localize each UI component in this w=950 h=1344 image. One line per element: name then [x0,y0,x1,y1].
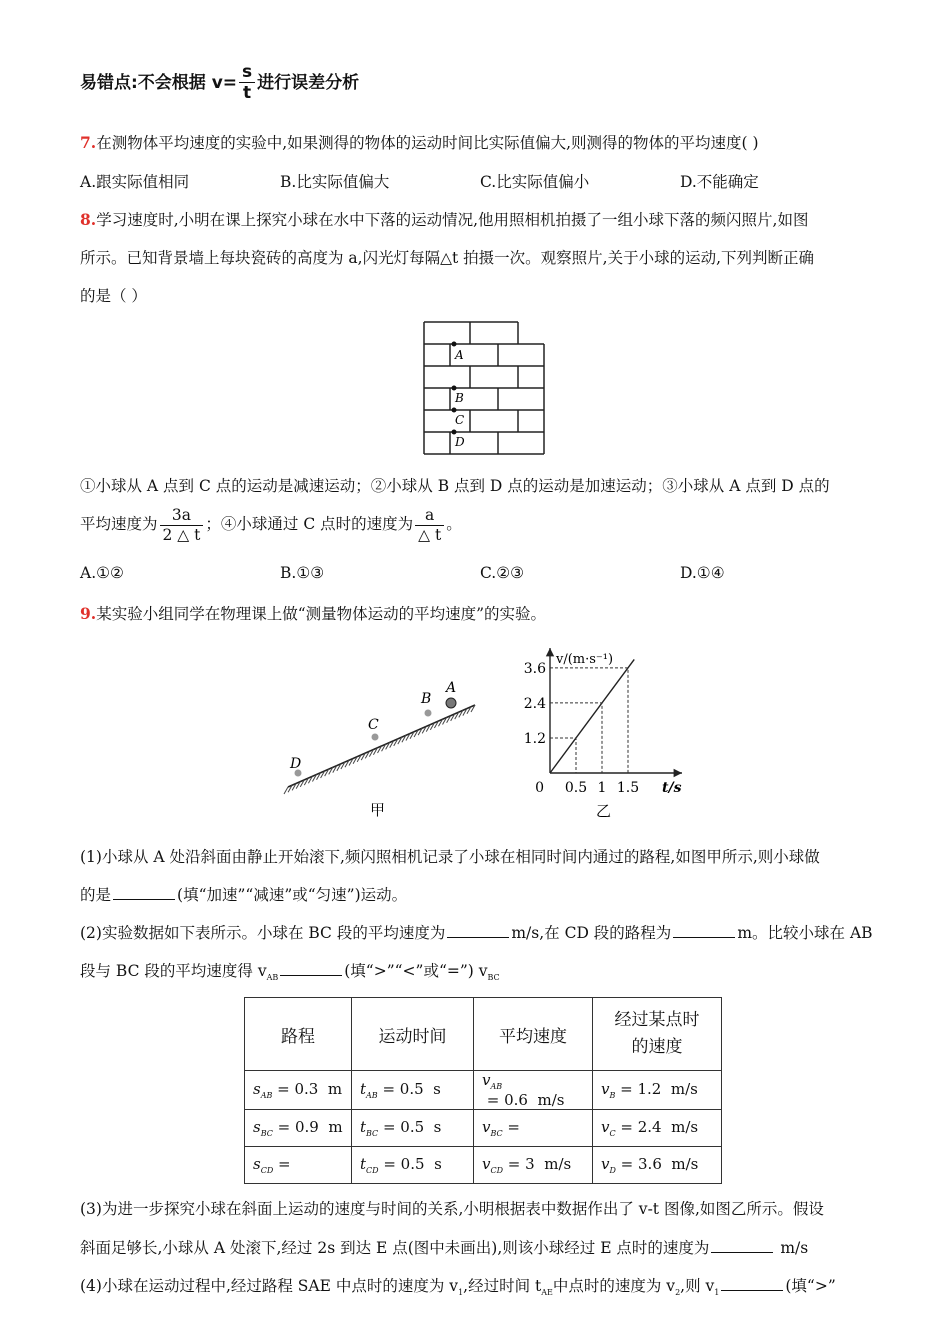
part4-text: (填“>” [785,1277,836,1295]
cell-subscript: AB [260,1091,273,1100]
ball-a [446,698,456,708]
table-row [245,1071,722,1110]
x-axis-label: t/s [662,780,682,796]
header-line: 的速度 [631,1037,683,1057]
table-cell [245,1147,352,1184]
vt-chart [510,640,690,825]
label-d: D [455,435,465,449]
cell-symbol: v [482,1118,491,1136]
cell-subscript: B [609,1091,616,1100]
part2-text: m/s,在 CD 段的路程为 [511,924,672,942]
cell-symbol: t [360,1155,367,1173]
x-tick-label: 1 [597,780,607,796]
series-line [550,659,634,773]
part2-line1 [80,921,873,943]
part4-line1 [80,1274,836,1297]
cell-value: = 0.5 s [378,1155,442,1173]
part2-line2 [80,959,500,982]
statement-text: ；④小球通过 C 点时的速度为 [205,515,414,534]
cell-value: = 0.9 m [272,1118,343,1136]
table-cell [352,1071,474,1110]
y-axis-label: v/(m·s⁻¹) [556,652,614,667]
part3-text: m/s [775,1239,809,1257]
figure-caption: 乙 [596,802,612,820]
cell-subscript: D [609,1166,616,1175]
statement-text: 平均速度为 [80,515,158,534]
table-cell [474,1071,593,1110]
cell-subscript: BC [490,1129,503,1138]
table-cell [474,1147,593,1184]
part1-text: 的是 [80,886,112,904]
part4-text: 中点时的速度为 v [552,1277,676,1295]
label-b: B [455,391,464,405]
question-number: 9. [80,604,97,623]
section-heading [80,62,359,104]
cell-symbol: v [482,1071,491,1089]
fraction-3a-2dt [160,506,204,544]
option-d[interactable]: D.不能确定 [680,173,759,191]
table-header [593,998,722,1071]
part4-text: ,则 v [680,1277,715,1295]
cell-symbol: v [601,1118,610,1136]
part2-text: (填“>”“<”或“=”) v [344,962,488,980]
ball-c [452,408,457,413]
question-text: 学习速度时,小明在课上探究小球在水中下落的运动情况,他用照相机拍摄了一组小球下落的频闪照片,如图 [96,211,809,229]
y-tick-label: 1.2 [523,730,546,747]
subscript: 2 [675,1288,681,1298]
question-text: 某实验小组同学在物理课上做“测量物体运动的平均速度”的实验。 [96,605,547,623]
table-header-row [245,998,722,1071]
fraction-denominator: t [239,82,255,103]
cell-value: = [273,1155,291,1173]
table-cell [593,1071,722,1110]
y-tick-label: 3.6 [523,660,546,677]
fraction-denominator: 2 △ t [160,525,204,545]
cell-value: = 3 m/s [503,1155,572,1173]
fraction-numerator: 3a [171,506,191,524]
option-c[interactable]: C.比实际值偏小 [480,173,590,191]
answer-blank[interactable] [447,937,509,938]
table-header: 路程 [245,998,352,1071]
table-row [245,1110,722,1147]
option-a[interactable]: A.跟实际值相同 [80,173,190,191]
subscript: 1 [714,1288,720,1298]
cell-value: = 0.6 m/s [482,1091,565,1109]
option-a[interactable]: A.①② [80,564,124,582]
option-b[interactable]: B.①③ [280,564,325,582]
part3-line1: (3)为进一步探究小球在斜面上运动的速度与时间的关系,小明根据表中数据作出了 v-t 图像,如图乙所示。假设 [80,1200,824,1218]
hatch-mark [284,787,288,794]
part4-text: (4)小球在运动过程中,经过路程 SAE 中点时的速度为 v [80,1277,459,1295]
table-cell [245,1110,352,1147]
fraction-a-dt [415,506,444,544]
table-row [245,1147,722,1184]
cell-value: = 0.5 s [378,1118,442,1136]
ball-b [425,710,432,717]
fraction-numerator: a [425,506,435,524]
cell-value: = 0.5 s [377,1080,441,1098]
cell-subscript: AB [490,1082,503,1091]
fraction-denominator: △ t [415,525,444,545]
subscript: BC [487,973,500,983]
subscript: AE [541,1288,553,1298]
question-7 [80,131,759,153]
answer-blank[interactable] [673,937,735,938]
cell-value: = [502,1118,520,1136]
table-header: 平均速度 [474,998,593,1071]
part2-text: 段与 BC 段的平均速度得 v [80,962,267,980]
fraction-numerator: s [242,62,253,82]
label-c: C [368,717,379,733]
cell-value: = 2.4 m/s [615,1118,699,1136]
cell-symbol: s [253,1155,261,1173]
figure-caption: 甲 [370,801,386,819]
origin-label: 0 [535,780,544,796]
label-a: A [455,348,464,362]
statement-line2 [80,506,462,544]
question-text-line3: 的是（ ） [80,287,147,305]
incline-figure [280,670,490,830]
question-number: 8. [80,210,97,229]
question-text: 在测物体平均速度的实验中,如果测得的物体的运动时间比实际值偏大,则测得的物体的平均速度( ) [96,134,759,152]
heading-fraction [239,62,255,104]
header-line: 经过某点时 [614,1009,700,1030]
table-cell [593,1110,722,1147]
option-c[interactable]: C.②③ [480,564,525,582]
label-c: C [455,413,465,427]
answer-blank[interactable] [113,899,175,900]
cell-subscript: AB [366,1091,378,1100]
table-header: 运动时间 [352,998,474,1071]
statement-line1: ①小球从 A 点到 C 点的运动是减速运动；②小球从 B 点到 D 点的运动是加速运动；③小球从 A 点到 D 点的 [80,477,830,495]
table-cell [245,1071,352,1110]
part1-line1: (1)小球从 A 处沿斜面由静止开始滚下,频闪照相机记录了小球在相同时间内通过的路程,如图甲所示,则小球做 [80,848,820,866]
question-text-line2: 所示。已知背景墙上每块瓷砖的高度为 a,闪光灯每隔△t 拍摄一次。观察照片,关于小球的运动,下列判断正确 [80,249,815,267]
subscript: 1 [458,1288,464,1298]
answer-blank[interactable] [721,1290,783,1291]
cell-symbol: t [360,1118,367,1136]
cell-symbol: v [601,1155,610,1173]
label-b: B [421,691,432,707]
table-cell [352,1110,474,1147]
ball-a [452,342,457,347]
heading-prefix: 易错点:不会根据 v= [80,72,238,93]
statement-text: 。 [446,515,462,534]
ball-d [452,430,457,435]
cell-subscript: BC [366,1129,379,1138]
table-cell [593,1147,722,1184]
part3-text: 斜面足够长,小球从 A 处滚下,经过 2s 到达 E 点(图中未画出),则该小球经过 E 点时的速度为 [80,1239,710,1257]
ball-b [452,386,457,391]
heading-suffix: 进行误差分析 [257,72,360,93]
cell-subscript: C [609,1129,616,1138]
question-9 [80,602,546,624]
cell-value: = 1.2 m/s [615,1080,698,1098]
part1-text: (填“加速”“减速”或“匀速”)运动。 [177,886,408,904]
x-tick-label: 1.5 [616,780,640,796]
answer-blank[interactable] [711,1252,773,1253]
label-a: A [446,680,457,696]
data-table [244,997,722,1184]
cell-symbol: v [601,1080,610,1098]
cell-symbol: t [360,1080,367,1098]
answer-blank[interactable] [280,975,342,976]
part2-text: m。比较小球在 AB [737,924,873,942]
part2-text: (2)实验数据如下表所示。小球在 BC 段的平均速度为 [80,924,446,942]
table-cell [352,1147,474,1184]
cell-subscript: CD [490,1166,504,1175]
x-tick-label: 0.5 [564,780,588,796]
brick-wall-figure [420,320,550,458]
option-b[interactable]: B.比实际值偏大 [280,173,390,191]
cell-symbol: v [482,1155,491,1173]
cell-subscript: CD [260,1166,274,1175]
question-8 [80,208,808,230]
y-tick-label: 2.4 [523,695,546,712]
cell-value: = 0.3 m [272,1080,343,1098]
ball-c [372,734,379,741]
option-d[interactable]: D.①④ [680,564,725,582]
question-number: 7. [80,133,97,152]
subscript: AB [266,973,279,983]
cell-value: = 3.6 m/s [615,1155,699,1173]
part1-line2 [80,883,407,905]
cell-symbol: s [253,1118,261,1136]
part3-line2 [80,1236,808,1258]
part4-text: ,经过时间 t [463,1277,542,1295]
table-cell [474,1110,593,1147]
cell-symbol: s [253,1080,261,1098]
label-d: D [290,756,302,772]
cell-subscript: BC [260,1129,273,1138]
cell-subscript: CD [366,1166,379,1175]
